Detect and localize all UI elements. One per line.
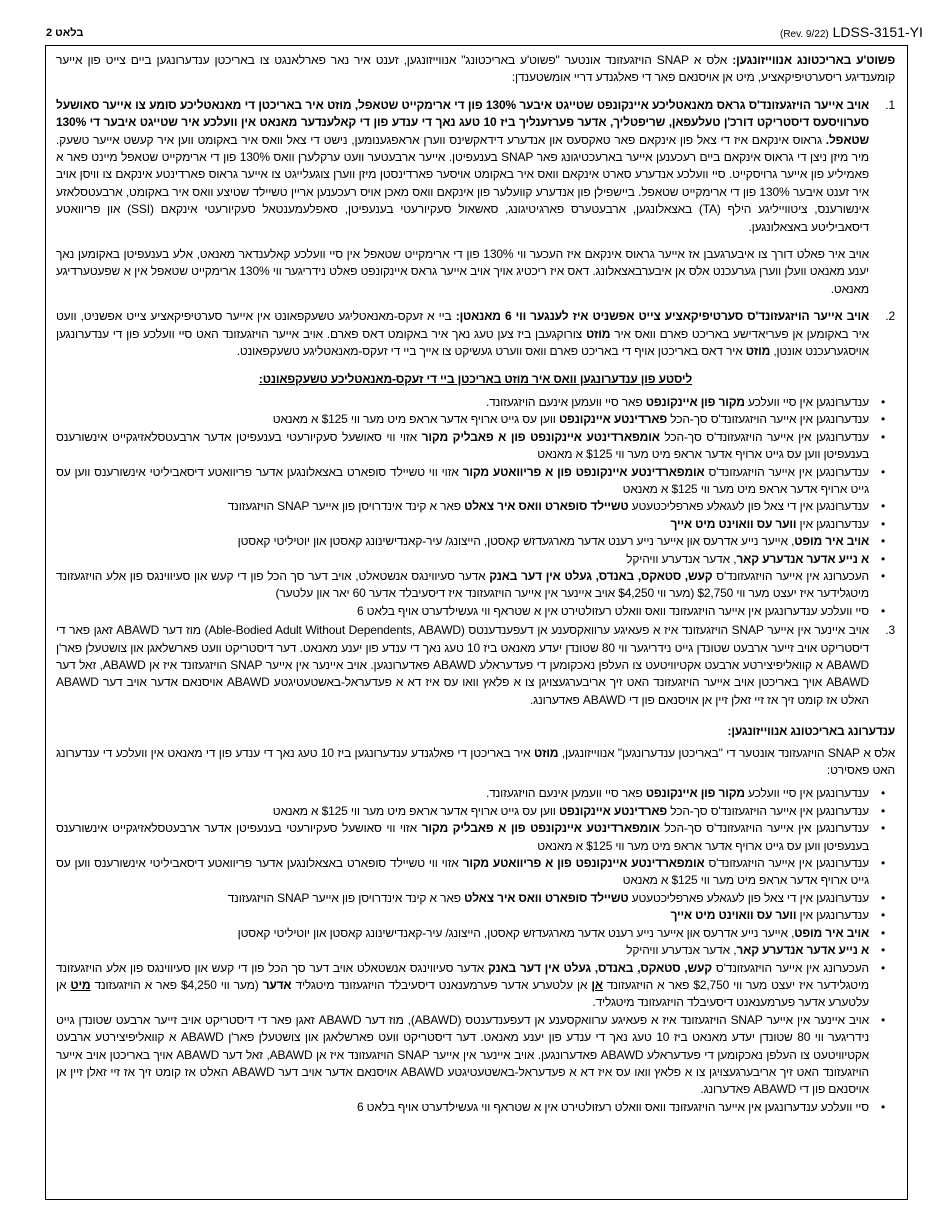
text-segment: גראוס אינקאם איז די צאל פון אינקאם פאר טאקסעס און אנדערע דידאקשינס ווערן אראפגענומען, נישט די צאל וואס איר באקומט ווען איר קעשט אייער טשעק. מיר מיזן ניצן די גראוס אינקאם ביים רעכענען אייער בארעכטיגונג פאר SNAP בענעפיטן. אייער ארבעטער וועט ערקלערן וואס 130% פון די ארימקייט שטאפל מיינט פאר א פאמיליע פון אייער גרויסקייט. סיי וועלכע אנדערע סארט אינקאם וואס איר באקומט אויסער פארדינסטן מיזן ווערן צוגעלייגט צו אייער גראוס פארדינטע אינקאם צו וויסן אויב איר זענט איבער 130% פון די ארימקייט שטאפל. ביישפילן פון אנדערע קוועלער פון אינקאם וואס מאכן אויס רעכענען אריין טשיילד שטיצע וואס איר באקומט, ארבעטסלאזע אינשורענס, ציטווייליגע הילף (TA) באצאלונגען, ארבעטערס פארגיטיגונג, סאשאול סעקיורעטי בענעפיטן, סאפלעמענטאל סעקיורעטי אינקאם (SSI) און פריוואטע דיסאביליטע באצאלונגען. xyxy=(56,132,869,234)
bullet-item xyxy=(56,411,895,428)
bold-text: אויב אייער הויזגעזונד'ס גראס מאנאטליכע איינקונפט שטייגט איבער 130% פון די ארימקייט שטאפל, מוזט איר באריכטן די מאנאטליכע סומע צו אייער סאושעל סערוויסעס דיסטריקט דורכ'ן טעלעפאן, שריפטליך, אדער פערזענליך ביז 10 טעג נאך די ענדע פון די קאלענדער מאנאט אין וועלכע איר שטייגט איבער די 130% שטאפל. xyxy=(56,97,869,147)
text-segment: סיי וועלכע ענדערונגען אין אייער הויזגעזונד וואס וואלט רעזולטירט אין א שטראף ווי געשילדערט אויף בלאט 6 xyxy=(356,603,869,618)
text-segment: ענדערונגען אין xyxy=(796,908,869,923)
text-segment: אזוי ווי טשיילד סופארט באצאלונגען אדער פריוואטע דיסאביליטי אינשורענס ווען עס גייט ארויף אדער אראפ מיט מער ווי $125 א מאנאט xyxy=(56,856,869,888)
text-segment: אזוי ווי סאושעל סעקיורעטי בענעפיטן אדער ארבעטסלאזיגקייט אינשורענס בענעפיטן ווען עס גייט ארויף אדער אראפ מיט מער ווי $125 א מאנאט xyxy=(56,429,869,462)
bullet-item xyxy=(56,429,895,464)
rule-1-text xyxy=(56,97,869,236)
text-segment: סיי וועלכע ענדערונגען אין אייער הויזגעזונד וואס וואלט רעזולטירט אין א שטראף ווי געשילדערט אויף בלאט 6 xyxy=(356,1099,869,1114)
bold-text: א נייע אדער אנדערע קאר xyxy=(736,551,869,566)
bold-text: טשיילד סופארט וואס איר צאלט xyxy=(464,890,629,905)
bold-text: ווער עס וואוינט מיט אייך xyxy=(670,516,797,531)
text-segment: ענדערונגען אין אייער הויזגעזונד'ס סך-הכל xyxy=(667,412,869,427)
bullet-item xyxy=(56,551,895,568)
text-segment: ענדערונגען אין אייער הויזגעזונד'ס xyxy=(704,856,869,871)
bold-text: פארדינטע איינקונפט xyxy=(558,803,668,818)
bold-text: קעש, סטאקס, באנדס, געלט אין דער באנק xyxy=(489,568,713,583)
bold-text: קעש, סטאקס, באנדס, געלט אין דער באנק xyxy=(488,960,712,975)
instructions-box xyxy=(45,45,908,1200)
checkpoint-changes-list xyxy=(56,394,895,620)
text-segment: העכערונג אין אייער הויזגעזונד'ס xyxy=(711,960,870,975)
bold-text: אן xyxy=(591,977,603,992)
bullet-item xyxy=(56,785,895,802)
text-segment: ווען עס גייט ארויף אדער אראפ מיט מער ווי $125 א מאנאט xyxy=(272,803,559,818)
bold-text: מקור פון איינקונפט xyxy=(645,786,745,801)
text-segment: אן עלטערע אדער פערמענאנט דיסעיבלד הויזגעזונד מיטגליד xyxy=(291,977,592,992)
bold-text: אומפארדינטע איינקונפט פון א פריוואטע מקור xyxy=(462,464,705,479)
bold-text: מוזט xyxy=(745,344,771,359)
rule-1 xyxy=(56,97,895,236)
change-reporting-list xyxy=(56,785,895,1116)
bullet-item xyxy=(56,925,895,942)
text-segment: ענדערונגען אין די צאל פון לעגאלע פארפליכטעטע xyxy=(628,890,869,905)
form-id xyxy=(780,24,923,40)
text-segment: ענדערונגען אין אייער הויזגעזונד'ס xyxy=(704,464,869,479)
rule-number: 2. xyxy=(885,309,895,324)
bullet-item xyxy=(56,603,895,620)
text-segment: אדער סעיווינגס אנשטאלט, אויב דער סך הכל פון די קעש און סעיווינגס פון אלע הויזגעזונד מיטגלידער איז יעצט מער ווי $2,750 (מער ווי $4,250 אויב איינער אין אייער הויזגעזונד איז דיסעיבלד אדער 60 יאר און עלטער) xyxy=(56,568,869,601)
text-segment: ווען עס גייט ארויף אדער אראפ מיט מער ווי $125 א מאנאט xyxy=(272,412,559,427)
page-number: בלאט 2 xyxy=(46,27,84,39)
text-segment: פאר א קינד אינדרויסן פון אייער SNAP הויזגעזונד xyxy=(227,890,465,905)
text-segment: פאר סיי וועמען אינעם הויזגעזונד. xyxy=(485,394,646,409)
text-segment: פאר א קינד אינדרויסן פון אייער SNAP הויזגעזונד xyxy=(227,499,465,514)
rule-number: 1. xyxy=(885,97,895,112)
bold-text: א נייע אדער אנדערע קאר xyxy=(736,943,869,958)
rule-2-text xyxy=(56,308,869,360)
bullet-item xyxy=(56,568,895,603)
text-segment: ענדערונגען אין אייער הויזגעזונד'ס סך-הכל xyxy=(659,429,869,444)
text-segment: ענדערונגען אין אייער הויזגעזונד'ס סך-הכל xyxy=(659,821,869,836)
bold-text: פשוט'ע באריכטונג אנווייזונגען: xyxy=(732,53,895,67)
bullet-item xyxy=(56,820,895,855)
bold-text: אומפארדינטע איינקונפט פון א פאבליק מקור xyxy=(421,429,660,444)
bullet-item xyxy=(56,855,895,890)
text-segment: העכערונג אין אייער הויזגעזונד'ס xyxy=(712,568,869,583)
simplified-reporting-intro xyxy=(56,52,895,87)
bold-text: פארדינטע איינקונפט xyxy=(558,412,668,427)
bullet-item xyxy=(56,890,895,907)
text-segment: ביי א זעקס-מאנאטליגע טשעקפאונט אין אייער סערטיפיקאציע צייט אפשניט, וועט איר באקומען אן פעריאדישע באריכט פארם וואס איר xyxy=(56,309,869,341)
text-segment: אזוי ווי סאושעל סעקיורעטי בענעפיטן אדער ארבעטסלאזיגקייט אינשורענס בענעפיטן ווען עס גייט ארויף אדער אראפ מיט מער ווי $125 א מאנאט xyxy=(56,821,869,853)
bold-text: אומפארדינטע איינקונפט פון א פריוואטע מקור xyxy=(462,856,705,871)
change-reporting-intro xyxy=(56,745,895,780)
text-segment: אן עלטערע אדער פערמענאנט דיסעיבלד הויזגעזונד מיטגליד. xyxy=(56,977,869,1010)
bold-text: אדער xyxy=(262,977,292,992)
text-segment: , אייער נייע אדרעס און אייער נייע רענט אדער מארגעדזש קאסטן, הייצונג/ עיר-קאנדישינונג קאסטן און יוטיליטי קאסטן xyxy=(237,534,795,549)
rule-3 xyxy=(56,622,895,709)
text-segment: אויב איר פאלט דורך צו איבערגעבן אז אייער גראוס אינקאם איז העכער ווי 130% פון די ארימקייט שטאפל אין סיי וועלכע קאלענדאר מאנאט, אלע בענעפיטן באקומען נאך יענע מאנאט וועלן ווערן גערעכנט אלס אן איבערבאצאלונג. דאס איז ריכטיג אויך אויב אייער גראס איינקונפט פאלט נידריגער ווי 130% ארימקייט שטאפל אין א שפעטערדיגע מאנאט. xyxy=(56,247,869,296)
text-segment: , אדער אנדערע וויהיקל xyxy=(626,551,737,566)
text-segment: איר דאס באריכטן אויף די באריכט פארם וואס ווערט געשיקט צו אייך ביי די זעקס-מאנאטליגע טשעקפאונט. xyxy=(236,344,746,359)
bold-text: ווער עס וואוינט מיט אייך xyxy=(670,908,797,923)
text-segment: צורוקגעבן ביז צען טעג נאך איר באקומט דאס פארם. אויב אייער הויזגעזונד האט סיי וועלכע פון די ענדערונגען אויסגערעכנט אונטן, xyxy=(56,326,869,359)
checkpoint-list-title: ליסטע פון ענדערונגען וואס איר מוזט באריכטן ביי די זעקס-מאנאטליכע טשעקפאונט: xyxy=(258,371,693,386)
bullet-item xyxy=(56,1099,895,1116)
bullet-item xyxy=(56,803,895,820)
text-segment: איר באריכטן די פאלגנדע ענדערונגען ביז 10 טעג נאך די ענדע פון די מאנאט אין וועלכע די ענדערונג האט פאסירט: xyxy=(56,745,895,778)
bold-text: מוזט xyxy=(585,326,611,341)
bullet-item xyxy=(56,516,895,533)
bullet-item xyxy=(56,394,895,411)
rule-3-text xyxy=(56,622,869,709)
bold-text: אויב איר מופט xyxy=(794,534,869,549)
text-segment: אלס א SNAP הויזגעזונד אונטער די "באריכטן ענדערונגען" אנווייזונגען, xyxy=(558,745,895,760)
rule-number: 3. xyxy=(885,623,895,638)
bold-text: מקור פון איינקונפט xyxy=(645,394,745,409)
bold-text: מוזט xyxy=(534,745,559,760)
bold-text: מיט xyxy=(70,977,91,992)
text-segment: אזוי ווי טשיילד סופארט באצאלונגען אדער פריוואטע דיסאביליטי אינשורענס ווען עס גייט ארויף אדער אראפ מיט מער ווי $125 א מאנאט xyxy=(56,464,869,496)
bold-text: אויב איר מופט xyxy=(794,925,869,940)
bold-text: אומפארדינטע איינקונפט פון א פאבליק מקור xyxy=(421,821,660,836)
overpayment-note xyxy=(56,246,895,298)
text-segment: ענדערונגען אין די צאל פון לעגאלע פארפליכטעטע xyxy=(628,499,869,514)
text-segment: אלס א SNAP הויזגעזונד אונטער "פשוט'ע באריכטונג" אנווייזונגען, זענט איר נאר פארלאנגט צו באריכטן ענדערונגען ביים צייט פון אייער קומענדיגע ריסערטיפיקאציע, מיט אן אויסנאם פאר די פאלגנדע דריי אומשטענדן: xyxy=(56,53,895,85)
bold-text: אויב אייער הויזגעזונד'ס סערטיפיקאציע צייט אפשניט איז לענגער ווי 6 מאנאטן: xyxy=(455,309,870,324)
revision-date: (Rev. 9/22) xyxy=(780,29,829,40)
bold-text: טשיילד סופארט וואס איר צאלט xyxy=(464,499,629,514)
bullet-item xyxy=(56,942,895,959)
text-segment: ענדערונגען אין סיי וועלכע xyxy=(744,394,869,409)
bullet-item xyxy=(56,533,895,550)
bullet-item xyxy=(56,907,895,924)
rule-2 xyxy=(56,308,895,360)
bullet-item xyxy=(56,498,895,515)
text-segment: (מער ווי $4,250 פאר א הויזגעזונד xyxy=(90,977,263,992)
bullet-item xyxy=(56,1012,895,1099)
text-segment: אדער סעיווינגס אנשטאלט אויב דער סך הכל פון די קעש און סעיווינגס פון אלע הויזגעזונד מיטגלידער איז יעצט מער ווי $2,750 פאר א הויזגעזונד xyxy=(56,960,870,992)
text-segment: פאר סיי וועמען אינעם הויזגעזונד. xyxy=(485,786,646,801)
text-segment: ענדערונגען אין אייער הויזגעזונד'ס סך-הכל xyxy=(667,803,869,818)
form-number: LDSS-3151-YI xyxy=(832,24,923,40)
text-segment: ענדערונגען אין סיי וועלכע xyxy=(744,786,869,801)
text-segment: אויב איינער אין אייער SNAP הויזגעזונד איז א פעאיגע ערוואקסענע אן דעפענדענטס (Able-Bodied Adult Without Dependents, ABAWD) מוז דער ABAWD זאגן פאר די דיסטריקט אויב זייער ארבעט שטונדן גייט נידריגער ווי 80 שטונדן יעדע מאנאט ביז 10 טעג נאך די ענדע פון יענע מאנאט. דער דיסטריקט וועט פארשלאגן און צושטעלן פאר'ן ABAWD א קוואליפיצירטע ארבעט אקטיוויטעט צו העלפן נאכקומען די פעדעראלע ABAWD פאדערונגען. אויב איינער אין אייער SNAP הויזגעזונד איז אן ABAWD, זאל דער ABAWD אויך באריכטן אויב אייער הויזגעזונד האט זיך אריבערגעצויגן צו א פלאץ וואו עס איז דא א פעדעראל-באשטעטיגטע ABAWD אויסנאם אדער אויב דער ABAWD האלט אז קומט זיך אז זיי זאלן זיין אן אויסנאם פון די ABAWD פאדערונג. xyxy=(56,623,870,707)
text-segment: , אייער נייע אדרעס און אייער נייע רענט אדער מארגעדזש קאסטן, הייצונג/ עיר-קאנדישינונג קאסטן און יוטיליטי קאסטן xyxy=(237,925,795,940)
bullet-item xyxy=(56,464,895,499)
change-reporting-heading: ענדערונג באריכטונג אנווייזונגען: xyxy=(727,724,895,739)
text-segment: , אדער אנדערע וויהיקל xyxy=(626,943,737,958)
text-segment: ענדערונגען אין xyxy=(796,516,869,531)
text-segment: אויב איינער אין אייער SNAP הויזגעזונד איז א פעאיגע ערוואקסענע אן דעפענדענטס (ABAWD), מוז דער ABAWD זאגן פאר די דיסטריקט אויב זייער ארבעט שטונדן גייט נידריגער ווי 80 שטונדן יעדע מאנאט ביז 10 טעג נאך די ענדע פון יענע מאנאט. דער דיסטריקט וועט פארשלאגן און צושטעלן פאר'ן ABAWD א קוואליפיצירטע ארבעט אקטיוויטעט צו העלפן נאכקומען די פעדעראלע ABAWD פאדערונגען. אויב איינער אין אייער SNAP הויזגעזונד איז אן ABAWD, זאל דער ABAWD אויך באריכטן אויב אייער הויזגעזונד האט זיך אריבערגעצויגן צו א פלאץ וואו עס איז דא א פעדעראל-באשטעטיגטע ABAWD אויסנאם אדער אויב דער ABAWD האלט אז קומט זיך אז זיי זאלן זיין אן אויסנאם פון די ABAWD פאדערונג. xyxy=(56,1012,870,1097)
bullet-item xyxy=(56,960,895,1012)
